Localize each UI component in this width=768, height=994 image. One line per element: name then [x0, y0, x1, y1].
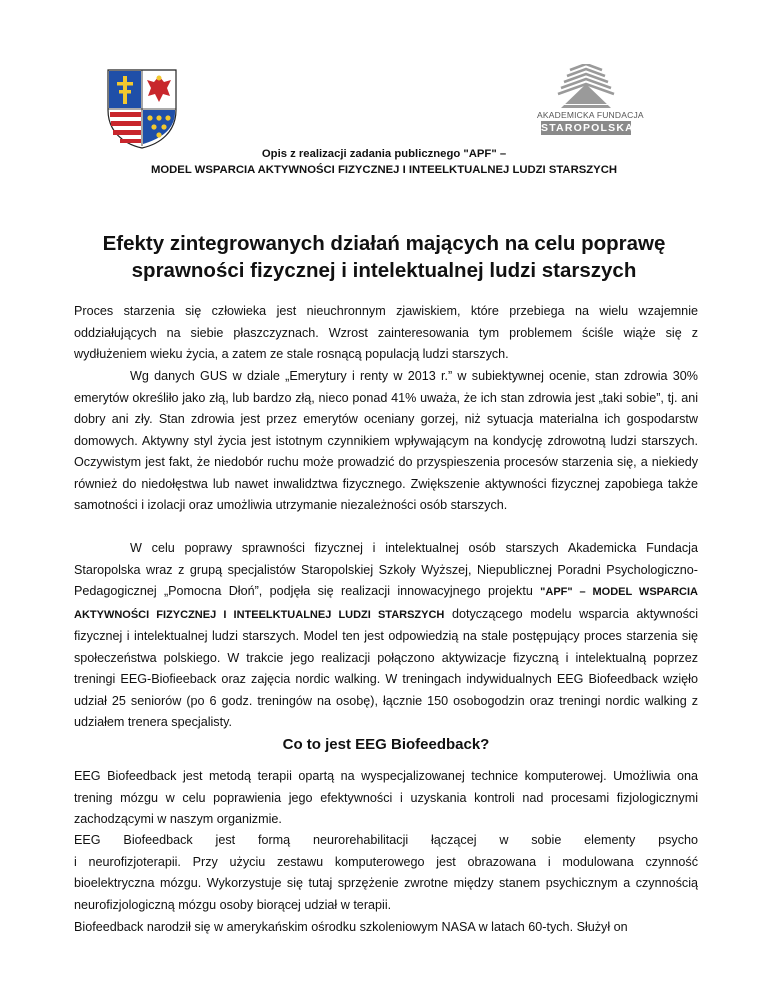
paragraph-project-part2: dotyczącego modelu wsparcia aktywności fizycznej i intelektualnej ludzi starszych. Model ten jest odpowiedzią na stale postępujący proces starzenia się społeczeństwa polskiego. W trakcie jego realizacji połączono aktywizacje fizyczną i intelektualną poprzez treningi EEG-Biofieeback oraz zajęcia nordic walking. W treningach indywidualnych EEG Biofeedback wzięło udział 25 seniorów (po 6 godz. treningów na osobę), łącznie 150 osobogodzin oraz treningi nordic walking z udziałem trenera specjalisty.: [74, 606, 698, 729]
title-line-1: Efekty zintegrowanych działań mających na celu poprawę: [102, 232, 666, 255]
paragraph-gus-data: Wg danych GUS w dziale „Emerytury i renty w 2013 r.” w subiektywnej ocenie, stan zdrowia 30% emerytów określiło jako złą, lub bardzo złą, nieco ponad 41% uważa, że ich stan zdrowia jest „taki sobie”, tj. ani dobry ani zły. Stan zdrowia jest przez emerytów oceniany gorzej, niż sytuacja materialna ich gospodarstw domowych. Aktywny styl życia jest istotnym czynnikiem wpływającym na kondycję zdrowotną ludzi starszych. Oczywistym jest fakt, że niedobór ruchu może prowadzić do przyspieszenia procesów starzenia się, a niekiedy również do niedołęstwa lub nawet inwalidztwa fizycznego. Zwiększenie aktywności fizycznej zapobiega także samotności i izolacji oraz umożliwia utrzymanie niezależności osób starszych.: [74, 369, 698, 512]
paragraph-neurorehabilitation: [74, 830, 698, 916]
foundation-logo-icon: [537, 64, 635, 110]
foundation-logo-line2: STAROPOLSKA: [541, 122, 634, 134]
paragraph-neurorehabilitation-line1: EEG Biofeedback jest formą neurorehabilitacji łączącej w sobie elementy psycho: [74, 833, 698, 847]
paragraph-neurorehabilitation-rest: i neurofizjoterapii. Przy użyciu zestawu komputerowego jest obrazowana i modulowana czynność bioelektryczna mózgu. Wykorzystuje się tutaj sprzężenie zwrotne między stanem psychicznym a czynnością neurofizjologiczną mózgu osoby biorącej udział w terapii.: [74, 854, 698, 912]
title-line-2: sprawności fizycznej i intelektualnej ludzi starszych: [131, 259, 637, 282]
project-name-bold: "APF" – MODEL WSPARCIA AKTYWNOŚCI FIZYCZNEJ I INTEELKTUALNEJ LUDZI STARSZYCH: [74, 586, 699, 621]
coat-of-arms-icon: [104, 66, 180, 150]
foundation-logo: [537, 64, 644, 136]
foundation-logo-line1: AKADEMICKA FUNDACJA: [537, 110, 644, 120]
section-heading: Co to jest EEG Biofeedback?: [282, 736, 490, 753]
header-line-2: MODEL WSPARCIA AKTYWNOŚCI FIZYCZNEJ I INTEELKTUALNEJ LUDZI STARSZYCH: [150, 164, 618, 176]
paragraph-eeg-definition: EEG Biofeedback jest metodą terapii opartą na wyspecjalizowanej technice komputerowej. Umożliwia ona trening mózgu w celu poprawienia jego efektywności i uzyskania kontroli nad procesami fizjologicznymi zachodzącymi w naszym organizmie.: [74, 769, 698, 826]
paragraph-project-part1: W celu poprawy sprawności fizycznej i intelektualnej osób starszych Akademicka Fundacja Staropolska wraz z grupą specjalistów Staropolskiej Szkoły Wyższej, Niepublicznej Poradni Psychologiczno-Pedagogicznej „Pomocna Dłoń”, podjęła się realizacji innowacyjnego projektu: [74, 541, 698, 598]
paragraph-intro: Proces starzenia się człowieka jest nieuchronnym zjawiskiem, które przebiega na wielu wzajemnie oddziałujących na siebie płaszczyznach. Wzrost zainteresowania tym problemem ściśle wiąże się z wydłużeniem wieku życia, a zatem ze stale rosnącą populacją ludzi starszych.: [74, 304, 698, 361]
paragraph-nasa-origin: Biofeedback narodził się w amerykańskim ośrodku szkoleniowym NASA w latach 60-tych. Służył on: [74, 920, 628, 934]
document-title: [60, 230, 708, 284]
header-line-1: Opis z realizacji zadania publicznego "APF" –: [261, 148, 507, 160]
paragraph-project: [74, 538, 698, 734]
